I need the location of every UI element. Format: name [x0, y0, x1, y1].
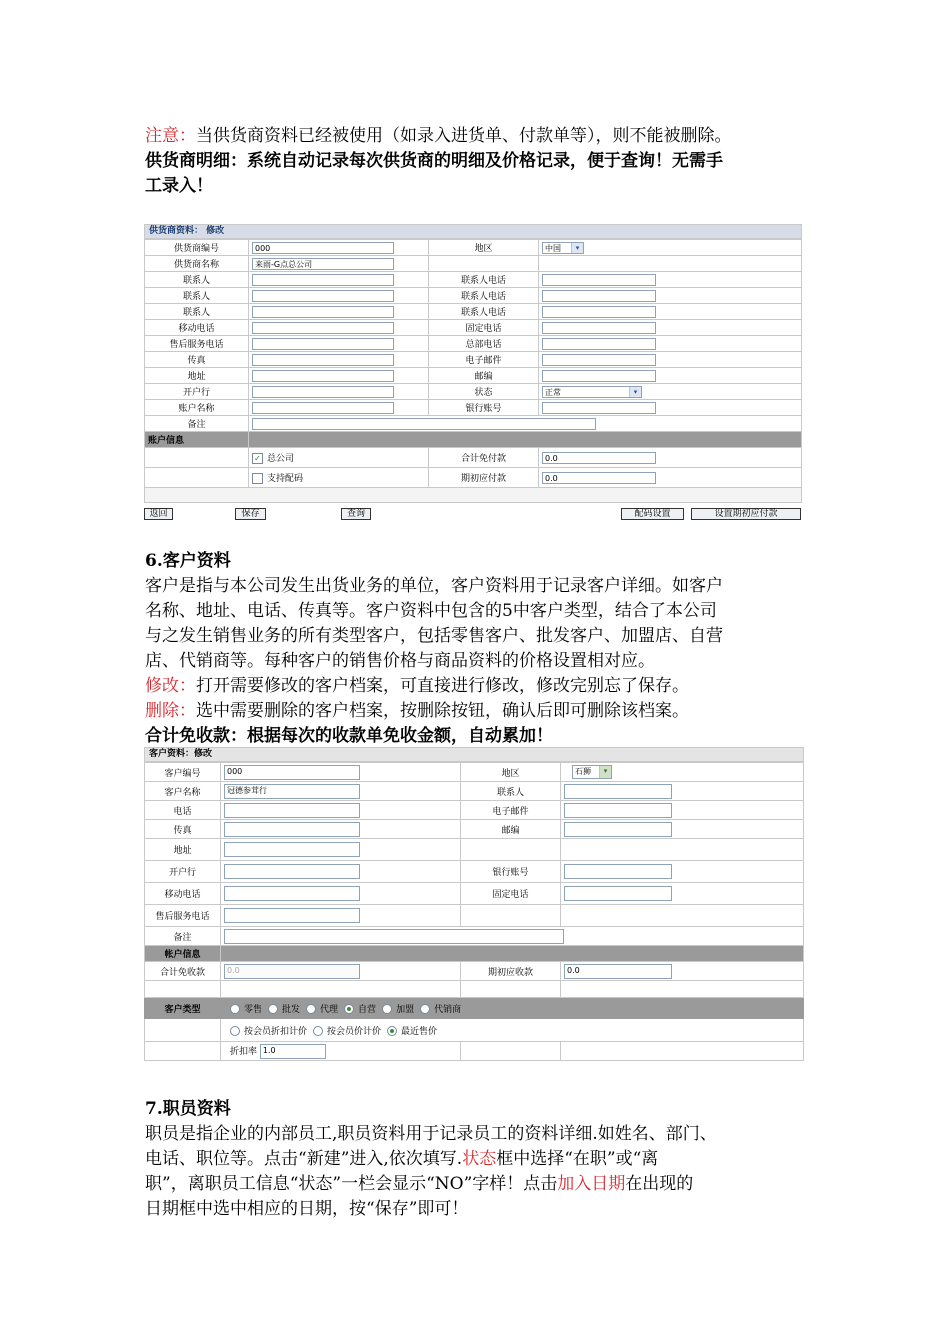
supplier-total-free-label: 合计免付款 [429, 448, 539, 468]
supplier-field-input[interactable] [542, 370, 656, 382]
total-free-line: 合计免收款：根据每次的收款单免收金额，自动累加！ [145, 726, 553, 746]
status-select[interactable]: 正常 ▾ [542, 386, 642, 398]
modify-paragraph [145, 674, 810, 699]
region-select[interactable]: 中国 ▾ [542, 242, 584, 254]
supplier-field-input[interactable]: 来雨-G点总公司 [252, 258, 394, 270]
section7-line-2 [145, 1147, 810, 1172]
customer-field-input[interactable] [564, 864, 672, 879]
supplier-field-label: 联系人电话 [429, 304, 539, 320]
section7-block [145, 1097, 810, 1222]
section7-line-3 [145, 1172, 810, 1197]
customer-row [145, 839, 804, 861]
supplier-field-label: 账户名称 [145, 400, 249, 416]
supplier-field-label: 银行账号 [429, 400, 539, 416]
head-office-label: 总公司 [267, 454, 295, 464]
customer-region-select[interactable]: 石狮 ▾ [572, 765, 612, 779]
support-code-label: 支持配码 [267, 474, 304, 484]
chevron-down-icon: ▾ [629, 387, 641, 397]
supplier-field-label: 地址 [145, 368, 249, 384]
customer-remark-label: 备注 [145, 927, 221, 946]
supplier-initial-input[interactable]: 0.0 [542, 472, 656, 484]
note-text: 当供货商资料已经被使用（如录入进货单、付款单等），则不能被删除。 [196, 126, 732, 146]
set-initial-button[interactable]: 设置期初应付款 [691, 508, 801, 520]
supplier-field-input[interactable] [252, 322, 394, 334]
customer-row [145, 763, 804, 782]
supplier-field-input[interactable] [252, 386, 394, 398]
section6-para-1: 客户是指与本公司发生出货业务的单位，客户资料用于记录客户详细。如客户 [145, 576, 723, 596]
supplier-field-label: 邮编 [429, 368, 539, 384]
supplier-field-label: 联系人电话 [429, 288, 539, 304]
customer-row [145, 883, 804, 905]
section7-line-1: 职员是指企业的内部员工,职员资料用于记录员工的资料详细.如姓名、部门、 [145, 1124, 717, 1144]
supplier-field-input[interactable] [252, 274, 394, 286]
price-mode-group [221, 1019, 804, 1042]
customer-field-label: 售后服务电话 [145, 905, 221, 927]
supplier-field-input[interactable]: 000 [252, 242, 394, 254]
detail-line-1: 供货商明细：系统自动记录每次供货商的明细及价格记录，便于查询！无需手 [145, 151, 723, 171]
supplier-row [145, 384, 802, 400]
note-label: 注意： [145, 126, 196, 146]
customer-field-label: 客户名称 [145, 782, 221, 801]
detail-line-2: 工录入！ [145, 176, 213, 196]
supplier-field-label: 固定电话 [429, 320, 539, 336]
supplier-form [144, 224, 802, 503]
section7-line-2a: 电话、职位等。点击“新建”进入,依次填写. [145, 1149, 463, 1169]
supplier-table [144, 239, 802, 503]
customer-field-input[interactable] [564, 822, 672, 837]
customer-field-label: 客户编号 [145, 763, 221, 782]
customer-form-title: 客户资料：修改 [144, 747, 804, 762]
customer-type-label: 客户类型 [145, 998, 221, 1019]
supplier-field-label: 状态 [429, 384, 539, 400]
supplier-field-label [429, 256, 539, 272]
customer-type-radio[interactable] [268, 1004, 278, 1014]
supplier-field-input[interactable] [252, 402, 394, 414]
chevron-down-icon: ▾ [599, 766, 611, 778]
customer-field-label: 地区 [461, 763, 561, 782]
section7-line-2b: 框中选择“在职”或“离 [496, 1149, 659, 1169]
intro-block [145, 124, 810, 199]
back-button[interactable]: 返回 [144, 508, 173, 520]
supplier-row [145, 368, 802, 384]
supplier-field-label: 联系人电话 [429, 272, 539, 288]
customer-field-label: 电子邮件 [461, 801, 561, 820]
customer-type-option: 自营 [358, 1004, 377, 1015]
section6-para-2: 名称、地址、电话、传真等。客户资料中包含的5中客户类型，结合了本公司 [145, 601, 717, 621]
price-mode-radio[interactable] [230, 1026, 240, 1036]
join-date-highlight: 加入日期 [557, 1174, 626, 1194]
supplier-field-input[interactable] [542, 322, 656, 334]
customer-field-label: 电话 [145, 801, 221, 820]
section6-para-4: 店、代销商等。每种客户的销售价格与商品资料的价格设置相对应。 [145, 651, 655, 671]
query-button[interactable]: 查询 [341, 508, 371, 520]
supplier-field-label: 联系人 [145, 288, 249, 304]
support-code-checkbox[interactable] [252, 473, 263, 484]
customer-field-input[interactable] [224, 803, 360, 818]
customer-table [144, 762, 804, 1061]
supplier-field-label: 传真 [145, 352, 249, 368]
supplier-field-label: 电子邮件 [429, 352, 539, 368]
section7-heading: 7.职员资料 [145, 1099, 231, 1119]
supplier-field-input[interactable] [252, 306, 394, 318]
section7-line-4: 日期框中选中相应的日期，按“保存”即可！ [145, 1199, 469, 1219]
customer-field-input[interactable] [224, 908, 360, 923]
customer-field-label [461, 905, 561, 927]
customer-field-input[interactable] [564, 886, 672, 901]
customer-field-input[interactable] [564, 784, 672, 799]
supplier-row [145, 272, 802, 288]
customer-field-label: 联系人 [461, 782, 561, 801]
price-mode-option: 最近售价 [401, 1026, 438, 1037]
chevron-down-icon: ▾ [571, 243, 583, 253]
customer-total-free-label: 合计免收款 [145, 962, 221, 981]
customer-remark-input[interactable] [224, 929, 564, 944]
supplier-field-input[interactable] [542, 354, 656, 366]
customer-field-label: 银行账号 [461, 861, 561, 883]
supplier-field-input[interactable] [252, 370, 394, 382]
supplier-field-label: 售后服务电话 [145, 336, 249, 352]
supplier-row [145, 304, 802, 320]
customer-type-radio[interactable] [230, 1004, 240, 1014]
modify-text: 打开需要修改的客户档案，可直接进行修改，修改完别忘了保存。 [196, 676, 689, 696]
section7-line-3a: 职”，离职员工信息“状态”一栏会显示“NO”字样！点击 [145, 1174, 558, 1194]
supplier-field-label: 开户行 [145, 384, 249, 400]
customer-total-free-input[interactable]: 0.0 [224, 964, 360, 979]
modify-label: 修改： [145, 676, 196, 696]
code-setup-button[interactable]: 配码设置 [621, 508, 684, 520]
customer-type-radio[interactable] [382, 1004, 392, 1014]
supplier-form-title: 供货商资料： 修改 [144, 224, 802, 239]
customer-row [145, 820, 804, 839]
price-mode-radio[interactable] [387, 1026, 397, 1036]
customer-row [145, 782, 804, 801]
customer-type-option: 代销商 [434, 1004, 462, 1015]
supplier-account-section: 账户信息 [145, 432, 249, 448]
customer-initial-input[interactable]: 0.0 [564, 964, 672, 979]
supplier-field-label: 移动电话 [145, 320, 249, 336]
customer-field-input[interactable]: 冠德参茸行 [224, 784, 360, 799]
customer-type-radio[interactable] [420, 1004, 430, 1014]
section6-block [145, 549, 810, 749]
head-office-checkbox[interactable]: ✓ [252, 453, 263, 464]
status-highlight: 状态 [462, 1149, 497, 1169]
customer-field-input[interactable] [564, 803, 672, 818]
customer-type-radio[interactable] [306, 1004, 316, 1014]
supplier-field-label: 总部电话 [429, 336, 539, 352]
customer-type-radio[interactable] [344, 1004, 354, 1014]
customer-field-input[interactable] [224, 886, 360, 901]
supplier-field-label: 联系人 [145, 272, 249, 288]
customer-account-section: 帐户信息 [145, 946, 221, 962]
price-mode-option: 按会员价计价 [327, 1026, 382, 1037]
delete-text: 选中需要删除的客户档案，按删除按钮，确认后即可删除该档案。 [196, 701, 689, 721]
supplier-row [145, 320, 802, 336]
customer-field-input[interactable] [224, 864, 360, 879]
customer-field-label [461, 839, 561, 861]
supplier-field-input[interactable] [542, 338, 656, 350]
customer-field-label: 地址 [145, 839, 221, 861]
customer-row [145, 905, 804, 927]
customer-type-option: 批发 [282, 1004, 301, 1015]
supplier-remark-input[interactable] [252, 418, 596, 430]
supplier-field-input[interactable] [542, 274, 656, 286]
discount-input[interactable]: 1.0 [260, 1044, 326, 1059]
supplier-total-free-input[interactable]: 0.0 [542, 452, 656, 464]
customer-field-label: 传真 [145, 820, 221, 839]
discount-label: 折扣率 [230, 1046, 258, 1057]
supplier-row [145, 352, 802, 368]
supplier-field-input[interactable] [542, 402, 656, 414]
supplier-field-label: 供货商编号 [145, 240, 249, 256]
supplier-row [145, 288, 802, 304]
customer-initial-label: 期初应收款 [461, 962, 561, 981]
customer-field-label: 开户行 [145, 861, 221, 883]
note-paragraph [145, 124, 810, 149]
supplier-row [145, 336, 802, 352]
customer-type-group [221, 998, 804, 1019]
section6-para-3: 与之发生销售业务的所有类型客户，包括零售客户、批发客户、加盟店、自营 [145, 626, 723, 646]
supplier-field-input[interactable] [542, 290, 656, 302]
delete-paragraph [145, 699, 810, 724]
customer-field-input[interactable]: 000 [224, 765, 360, 780]
supplier-row [145, 240, 802, 256]
customer-field-input[interactable] [224, 842, 360, 857]
price-mode-radio[interactable] [313, 1026, 323, 1036]
supplier-row [145, 256, 802, 272]
supplier-field-input[interactable] [252, 354, 394, 366]
supplier-row [145, 400, 802, 416]
section6-heading: 6.客户资料 [145, 551, 231, 571]
customer-field-label: 移动电话 [145, 883, 221, 905]
section7-line-3b: 在出现的 [625, 1174, 694, 1194]
customer-field-label: 固定电话 [461, 883, 561, 905]
supplier-field-input[interactable] [252, 290, 394, 302]
supplier-field-label: 供货商名称 [145, 256, 249, 272]
customer-type-option: 加盟 [396, 1004, 415, 1015]
save-button[interactable]: 保存 [235, 508, 266, 520]
customer-row [145, 801, 804, 820]
supplier-field-input[interactable] [542, 306, 656, 318]
supplier-field-label: 联系人 [145, 304, 249, 320]
supplier-initial-label: 期初应付款 [429, 468, 539, 488]
customer-form [144, 747, 804, 1061]
customer-row [145, 861, 804, 883]
supplier-remark-label: 备注 [145, 416, 249, 432]
customer-type-option: 代理 [320, 1004, 339, 1015]
customer-type-option: 零售 [244, 1004, 263, 1015]
customer-field-input[interactable] [224, 822, 360, 837]
delete-label: 删除： [145, 701, 196, 721]
price-mode-option: 按会员折扣计价 [244, 1026, 308, 1037]
customer-field-label: 邮编 [461, 820, 561, 839]
supplier-field-label: 地区 [429, 240, 539, 256]
supplier-field-input[interactable] [252, 338, 394, 350]
